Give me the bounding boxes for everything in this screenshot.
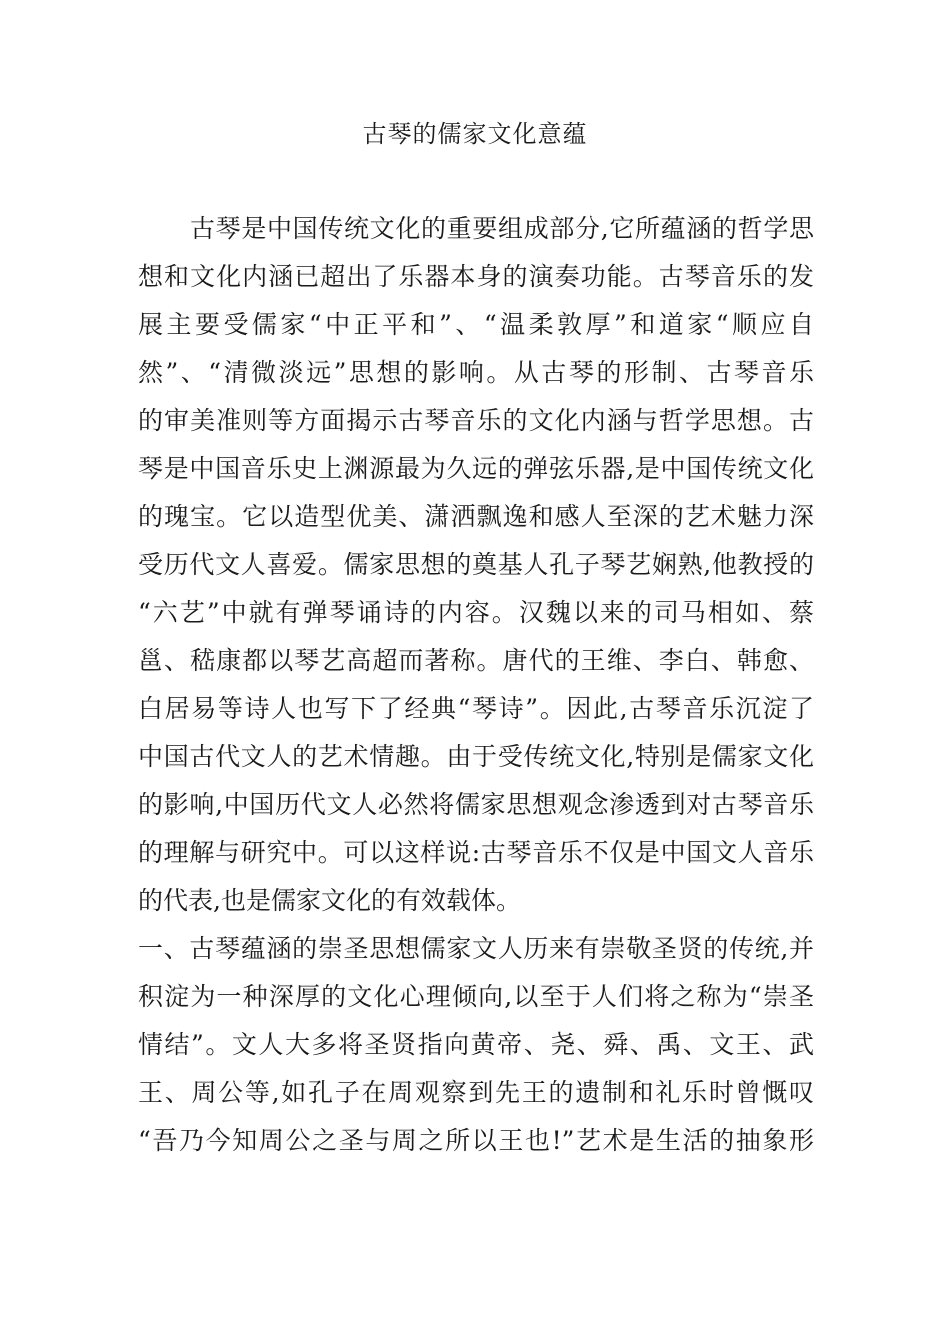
paragraph-1 [138, 205, 814, 925]
text-line: 古琴是中国传统文化的重要组成部分,它所蕴涵的哲学思 [190, 214, 814, 243]
text-line: 受历代文人喜爱。儒家思想的奠基人孔子琴艺娴熟,他教授的 [138, 550, 814, 579]
text-line: 一、古琴蕴涵的崇圣思想儒家文人历来有崇敬圣贤的传统,并 [138, 934, 814, 963]
paragraph-2 [138, 925, 814, 1165]
document-body [138, 205, 814, 1165]
text-line: 的审美准则等方面揭示古琴音乐的文化内涵与哲学思想。古 [138, 406, 814, 435]
text-line: 情结”。文人大多将圣贤指向黄帝、尧、舜、禹、文王、武 [138, 1030, 814, 1059]
text-line: 的影响,中国历代文人必然将儒家思想观念渗透到对古琴音乐 [138, 790, 814, 819]
text-line: 的理解与研究中。可以这样说:古琴音乐不仅是中国文人音乐 [138, 838, 814, 867]
text-line: 邕、嵇康都以琴艺高超而著称。唐代的王维、李白、韩愈、 [138, 646, 814, 675]
text-line: “六艺”中就有弹琴诵诗的内容。汉魏以来的司马相如、蔡 [138, 598, 814, 627]
text-line: 中国古代文人的艺术情趣。由于受传统文化,特别是儒家文化 [138, 742, 814, 771]
text-line: 白居易等诗人也写下了经典“琴诗”。因此,古琴音乐沉淀了 [138, 694, 814, 723]
text-line: 的代表,也是儒家文化的有效载体。 [138, 886, 521, 915]
text-line: 想和文化内涵已超出了乐器本身的演奏功能。古琴音乐的发 [138, 262, 814, 291]
document-title: 古琴的儒家文化意蕴 [362, 120, 588, 148]
text-line: 积淀为一种深厚的文化心理倾向,以至于人们将之称为“崇圣 [138, 982, 814, 1011]
text-line: 展主要受儒家“中正平和”、“温柔敦厚”和道家“顺应自 [138, 310, 814, 339]
text-line: 的瑰宝。它以造型优美、潇洒飘逸和感人至深的艺术魅力深 [138, 502, 814, 531]
text-line: 然”、“清微淡远”思想的影响。从古琴的形制、古琴音乐 [138, 358, 814, 387]
text-line: 王、周公等,如孔子在周观察到先王的遗制和礼乐时曾慨叹 [138, 1078, 814, 1107]
text-line: “吾乃今知周公之圣与周之所以王也!”艺术是生活的抽象形 [138, 1126, 814, 1155]
text-line: 琴是中国音乐史上渊源最为久远的弹弦乐器,是中国传统文化 [138, 454, 814, 483]
